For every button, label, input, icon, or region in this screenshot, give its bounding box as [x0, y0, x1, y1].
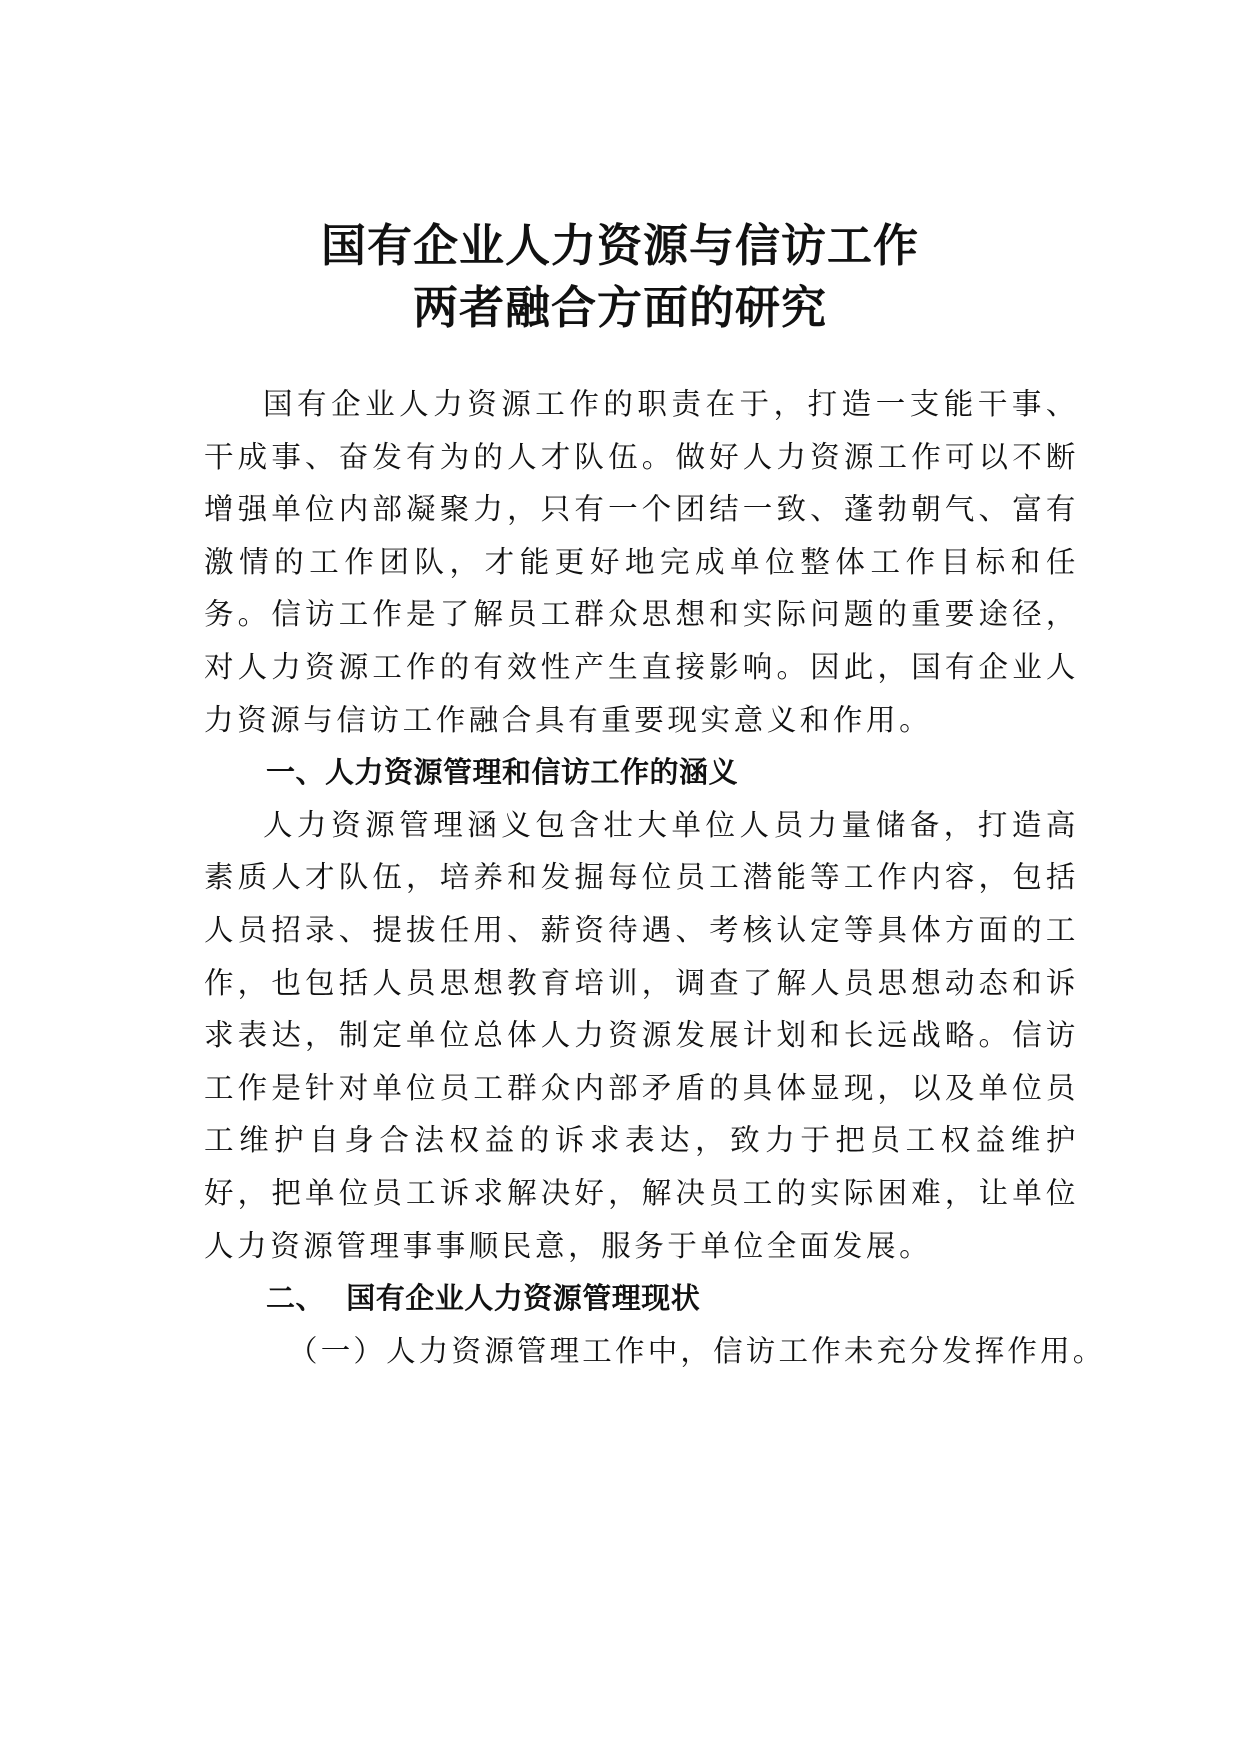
- section-1-paragraph: 人力资源管理涵义包含壮大单位人员力量储备，打造高素质人才队伍，培养和发掘每位员工潜能等工作内容，包括人员招录、提拔任用、薪资待遇、考核认定等具体方面的工作，也包括人员思想教育培训，调查了解人员思想动态和诉求表达，制定单位总体人力资源发展计划和长远战略。信访工作是针对单位员工群众内部矛盾的具体显现，以及单位员工维护自身合法权益的诉求表达，致力于把员工权益维护好，把单位员工诉求解决好，解决员工的实际困难，让单位人力资源管理事事顺民意，服务于单位全面发展。: [204, 807, 1079, 1263]
- document-title: [0, 215, 1240, 339]
- intro-paragraph: 国有企业人力资源工作的职责在于，打造一支能干事、干成事、奋发有为的人才队伍。做好人力资源工作可以不断增强单位内部凝聚力，只有一个团结一致、蓬勃朝气、富有激情的工作团队，才能更好地完成单位整体工作目标和任务。信访工作是了解员工群众思想和实际问题的重要途径，对人力资源工作的有效性产生直接影响。因此，国有企业人力资源与信访工作融合具有重要现实意义和作用。: [204, 387, 1079, 737]
- section-1-heading: 一、人力资源管理和信访工作的涵义: [266, 755, 739, 790]
- section-2-heading: 二、 国有企业人力资源管理现状: [266, 1281, 701, 1316]
- title-line-2: 两者融合方面的研究: [412, 281, 827, 334]
- title-line-1: 国有企业人力资源与信访工作: [320, 219, 919, 272]
- subsection-2-1-heading: （一）人力资源管理工作中，信访工作未充分发挥作用。: [288, 1333, 1106, 1368]
- document-body: [204, 378, 1106, 1377]
